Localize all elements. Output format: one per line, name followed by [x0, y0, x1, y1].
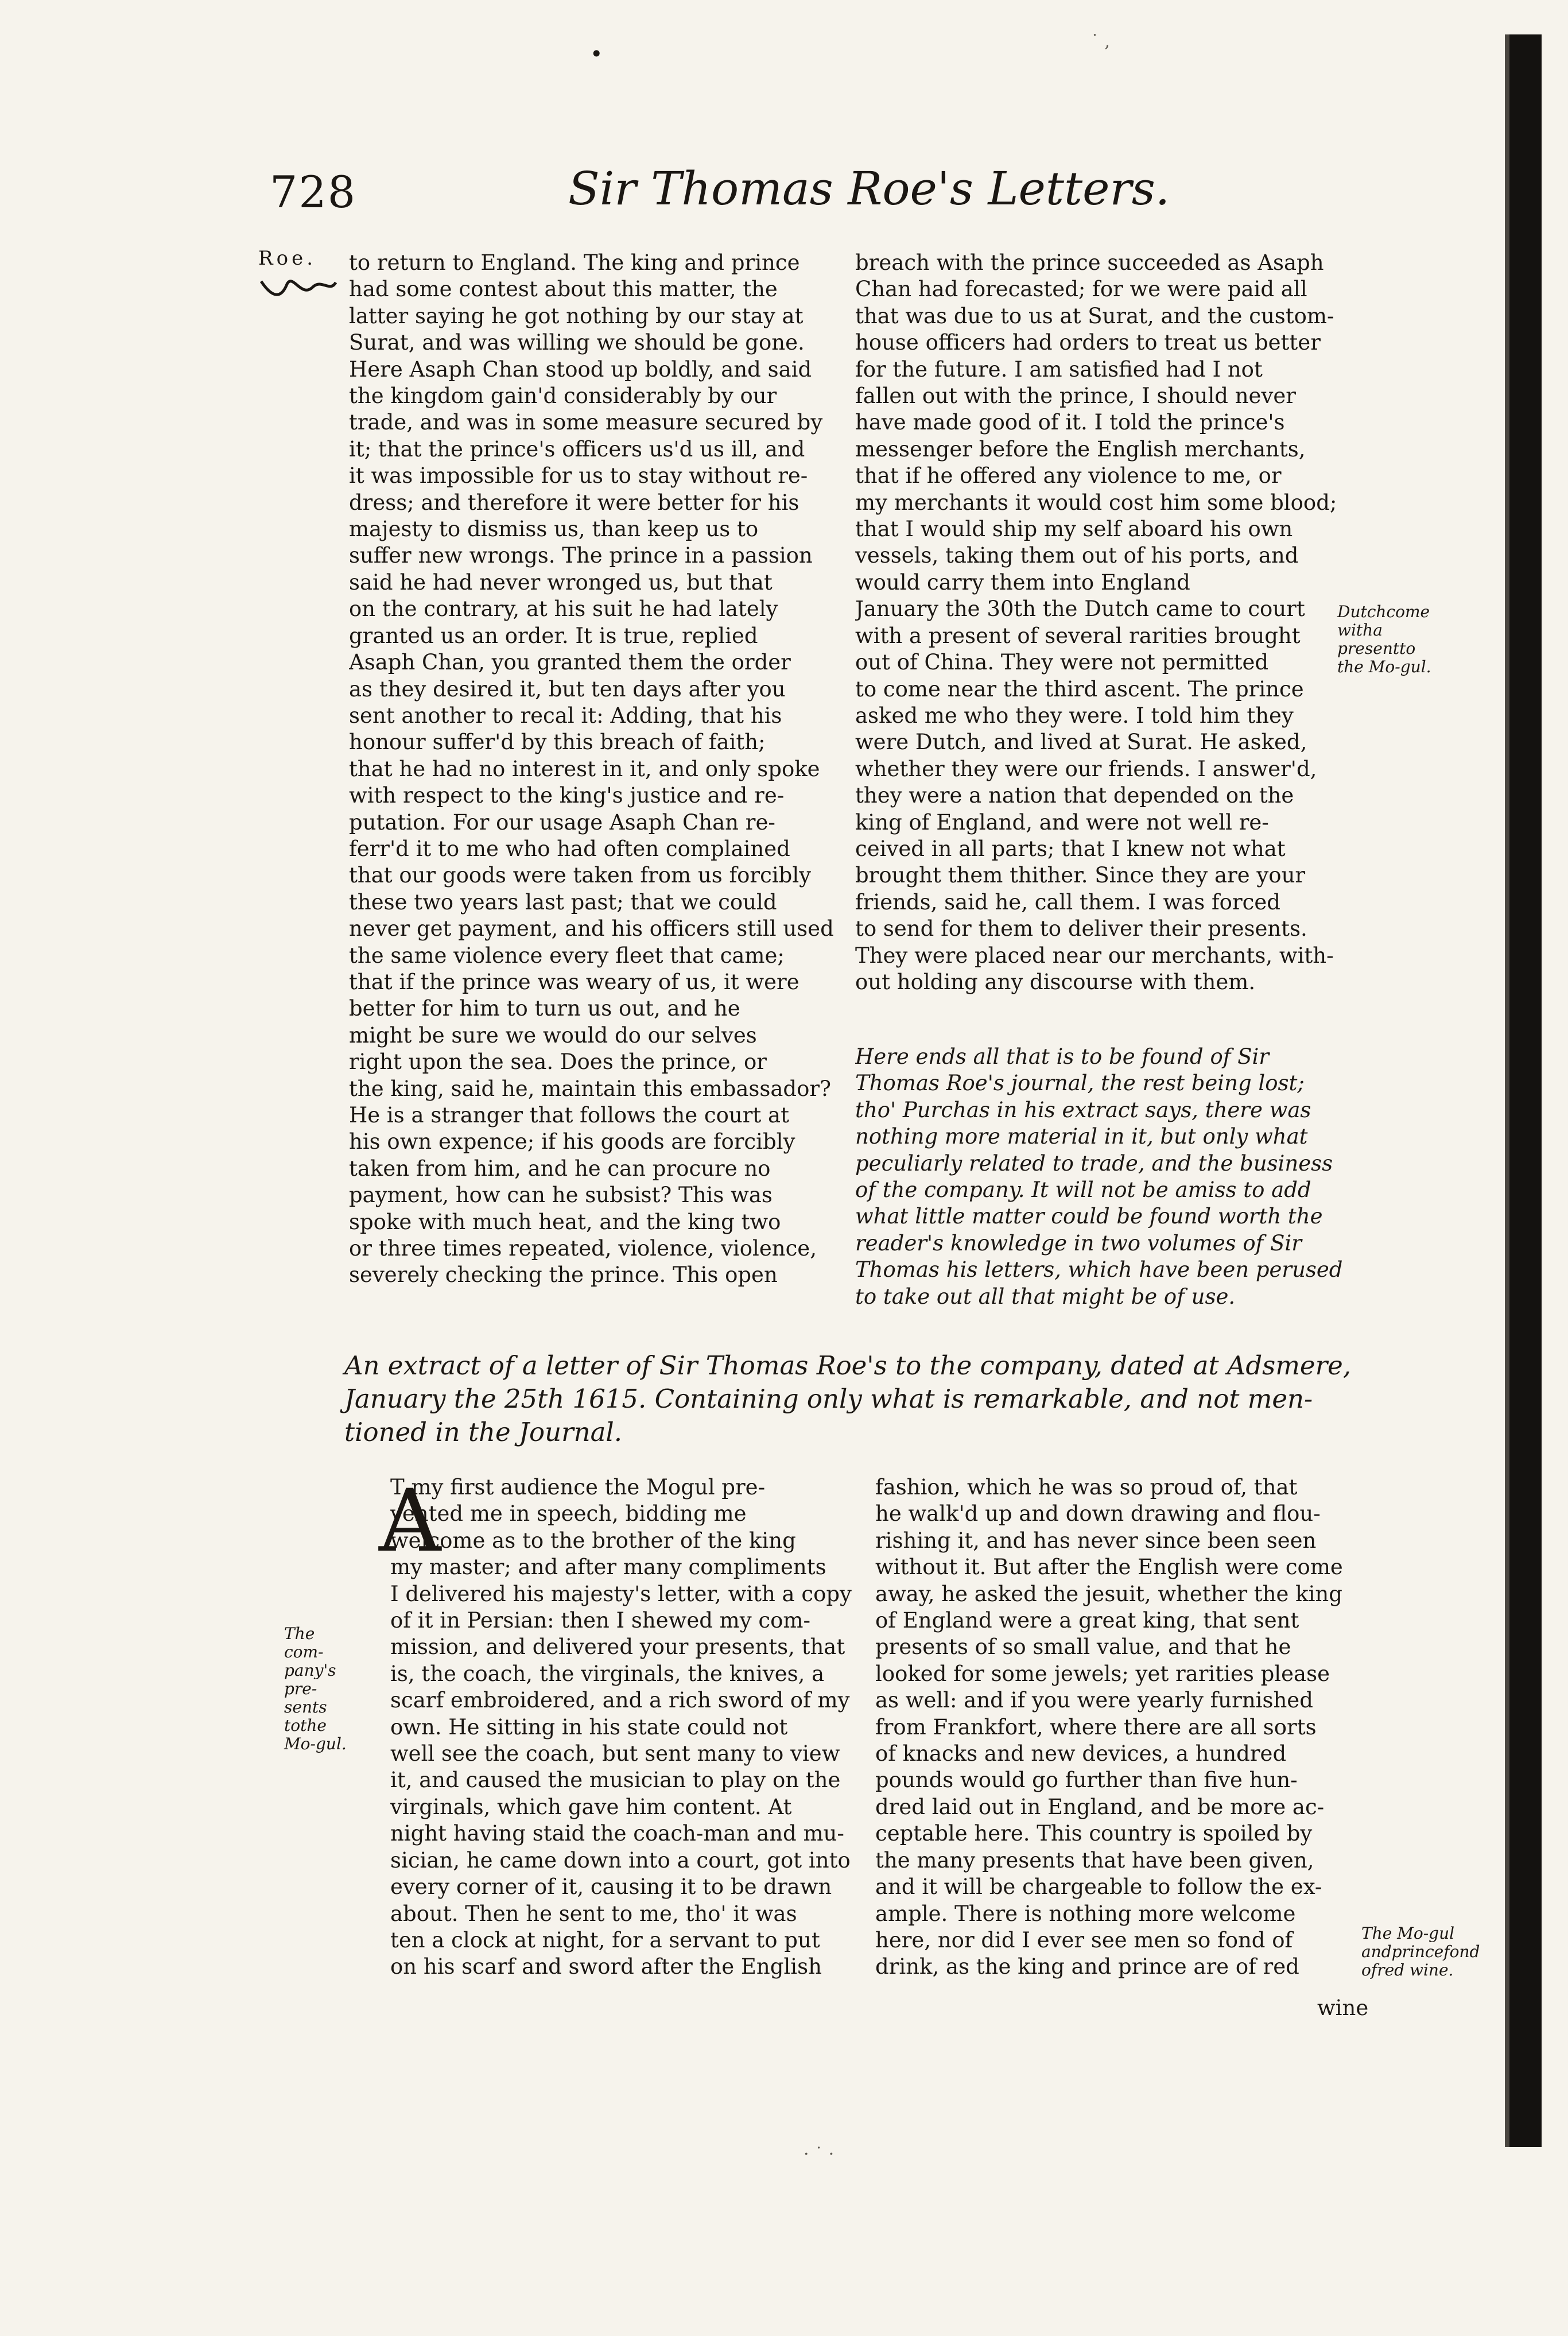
side-note-line: fond of: [1361, 1942, 1480, 1979]
text-line: Chan had forecasted; for we were paid all: [855, 277, 1307, 302]
closing-line: nothing more material in it, but only what: [855, 1124, 1308, 1149]
text-line: taken from him, and he can procure no: [349, 1156, 771, 1181]
text-line: away, he asked the jesuit, whether the king: [875, 1581, 1342, 1606]
text-line: vented me in speech, bidding me: [390, 1501, 747, 1527]
text-line: welcome as to the brother of the king: [390, 1528, 796, 1553]
closing-line: what little matter could be found worth the: [855, 1204, 1323, 1229]
text-line: to come near the third ascent. The prince: [855, 676, 1304, 702]
text-line: about. Then he sent to me, tho' it was: [390, 1901, 797, 1926]
text-line: it, and caused the musician to play on the: [390, 1768, 841, 1793]
text-line: trade, and was in some measure secured by: [349, 410, 823, 435]
text-line: ample. There is nothing more welcome: [875, 1901, 1296, 1926]
text-line: suffer new wrongs. The prince in a passion: [349, 543, 813, 568]
text-line: Surat, and was willing we should be gone.: [349, 330, 805, 355]
side-note-line: The Mo-: [1361, 1924, 1429, 1943]
letter-right-column: [875, 1474, 1369, 1981]
text-line: sent another to recal it: Adding, that his: [349, 703, 782, 728]
text-line: of England were a great king, that sent: [875, 1608, 1299, 1633]
text-line: as well: and if you were yearly furnished: [875, 1688, 1313, 1713]
closing-line: to take out all that might be of use.: [855, 1284, 1236, 1309]
text-line: it was impossible for us to stay without re-: [349, 463, 808, 489]
side-note-line: gul and: [1361, 1924, 1455, 1961]
text-line: that if he offered any violence to me, or: [855, 463, 1282, 489]
text-line: I delivered his majesty's letter, with a copy: [390, 1581, 852, 1606]
text-line: without it. But after the English were come: [875, 1555, 1343, 1580]
side-note-line: come with: [1337, 602, 1430, 640]
closing-line: tho' Purchas in his extract says, there was: [855, 1097, 1311, 1122]
side-note-line: prince: [1391, 1942, 1444, 1961]
text-line: as they desired it, but ten days after you: [349, 676, 786, 702]
text-line: out of China. They were not permitted: [855, 650, 1269, 675]
side-note-line: red wine.: [1377, 1961, 1454, 1979]
text-line: virginals, which gave him content. At: [390, 1794, 792, 1819]
text-line: right upon the sea. Does the prince, or: [349, 1049, 767, 1075]
binding-edge: [1505, 34, 1542, 2147]
text-line: my merchants it would cost him some blood;: [855, 490, 1337, 515]
side-note-line: pany's pre-: [284, 1661, 336, 1698]
text-line: night having staid the coach-man and mu-: [390, 1821, 844, 1846]
closing-line: peculiarly related to trade, and the business: [855, 1150, 1333, 1176]
side-note-line: gul.: [316, 1734, 347, 1753]
text-line: never get payment, and his officers still used: [349, 916, 834, 942]
text-line: messenger before the English merchants,: [855, 436, 1306, 462]
letter-left-column: [390, 1474, 861, 1981]
text-line: of knacks and new devices, a hundred: [875, 1741, 1287, 1766]
side-note-line: to the Mo-: [1337, 639, 1416, 676]
text-line: fashion, which he was so proud of, that: [875, 1475, 1298, 1500]
drop-cap: A: [379, 1471, 441, 1571]
text-line: with a present of several rarities brought: [855, 623, 1301, 648]
ink-speck: · ˙ ·: [804, 2144, 835, 2164]
text-line: Asaph Chan, you granted them the order: [349, 650, 791, 675]
text-line: asked me who they were. I told him they: [855, 703, 1294, 728]
text-line: have made good of it. I told the prince's: [855, 410, 1285, 435]
heading-line: tioned in the Journal.: [344, 1417, 623, 1447]
text-line: to send for them to deliver their presents.: [855, 916, 1307, 942]
margin-catchword: Roe.: [258, 247, 316, 270]
text-line: out holding any discourse with them.: [855, 969, 1256, 994]
side-note-line: The com-: [284, 1624, 324, 1661]
text-line: with respect to the king's justice and re-: [349, 783, 785, 808]
text-line: for the future. I am satisfied had I not: [855, 357, 1263, 382]
text-line: putation. For our usage Asaph Chan re-: [349, 809, 775, 835]
text-line: or three times repeated, violence, violence,: [349, 1236, 817, 1261]
text-line: breach with the prince succeeded as Asaph: [855, 250, 1324, 275]
text-line: the many presents that have been given,: [875, 1847, 1314, 1873]
running-head-name: Sir Thomas Roe's: [568, 162, 973, 215]
text-line: my master; and after many compliments: [390, 1555, 826, 1580]
side-note-line: a present: [1337, 621, 1400, 658]
text-line: that I would ship my self aboard his own: [855, 517, 1293, 542]
heading-line: An extract of a letter of Sir Thomas Roe's to the company, dated at Adsmere,: [344, 1350, 1352, 1381]
text-line: Here Asaph Chan stood up boldly, and said: [349, 357, 812, 382]
text-line: and it will be chargeable to follow the ex-: [875, 1874, 1322, 1900]
text-line: spoke with much heat, and the king two: [349, 1209, 781, 1234]
side-note-mogul: [1361, 1924, 1480, 1979]
text-line: his own expence; if his goods are forcibly: [349, 1129, 795, 1155]
text-line: he walk'd up and down drawing and flou-: [875, 1501, 1321, 1527]
text-line: whether they were our friends. I answer'd,: [855, 756, 1317, 781]
text-line: said he had never wronged us, but that: [349, 570, 773, 595]
text-line: had some contest about this matter, the: [349, 277, 778, 302]
text-line: latter saying he got nothing by our stay at: [349, 303, 804, 328]
text-line: that he had no interest in it, and only spoke: [349, 756, 820, 781]
text-line: the kingdom gain'd considerably by our: [349, 383, 777, 409]
text-line: own. He sitting in his state could not: [390, 1714, 788, 1740]
text-line: dred laid out in England, and be more ac-: [875, 1794, 1325, 1819]
text-line: vessels, taking them out of his ports, and: [855, 543, 1299, 568]
text-line: the king, said he, maintain this embassador?: [349, 1076, 831, 1101]
closing-note: [855, 1044, 1349, 1310]
text-line: dress; and therefore it were better for his: [349, 490, 799, 515]
text-line: on his scarf and sword after the English: [390, 1954, 822, 1979]
text-line: scarf embroidered, and a rich sword of my: [390, 1688, 850, 1713]
text-line: friends, said he, call them. I was forced: [855, 889, 1280, 915]
text-line: that our goods were taken from us forcibly: [349, 863, 812, 888]
text-line: better for him to turn us out, and he: [349, 996, 740, 1021]
text-line: that if the prince was weary of us, it were: [349, 969, 799, 994]
text-line: well see the coach, but sent many to view: [390, 1741, 840, 1766]
page-number: 728: [270, 166, 357, 218]
text-line: they were a nation that depended on the: [855, 783, 1294, 808]
text-line: were Dutch, and lived at Surat. He asked,: [855, 730, 1307, 755]
ornament-mark: •: [590, 41, 603, 67]
text-line: here, nor did I ever see men so fond of: [875, 1927, 1293, 1953]
closing-line: reader's knowledge in two volumes of Sir: [855, 1230, 1302, 1256]
text-line: the same violence every fleet that came;: [349, 943, 785, 968]
text-line: sician, he came down into a court, got into: [390, 1847, 851, 1873]
text-line: majesty to dismiss us, than keep us to: [349, 517, 759, 542]
text-line: is, the coach, the virginals, the knives, a: [390, 1661, 825, 1686]
side-note-line: sents to: [284, 1698, 327, 1735]
text-line: granted us an order. It is true, replied: [349, 623, 758, 648]
side-note-company: [284, 1625, 353, 1753]
text-line: severely checking the prince. This open: [349, 1262, 778, 1288]
text-line: ferr'd it to me who had often complained: [349, 836, 790, 861]
text-line: these two years last past; that we could: [349, 889, 777, 915]
heading-line: January the 25th 1615. Containing only what is remarkable, and not men-: [344, 1384, 1313, 1414]
catchword: wine: [1317, 1996, 1369, 2020]
text-line: honour suffer'd by this breach of faith;: [349, 730, 766, 755]
text-line: would carry them into England: [855, 570, 1190, 595]
text-line: T my first audience the Mogul pre-: [390, 1475, 766, 1500]
running-head: [568, 162, 1170, 215]
text-line: They were placed near our merchants, with-: [855, 943, 1334, 968]
text-line: He is a stranger that follows the court at: [349, 1103, 789, 1128]
text-line: of it in Persian: then I shewed my com-: [390, 1608, 810, 1633]
extract-heading: [344, 1349, 1354, 1449]
text-line: pounds would go further than five hun-: [875, 1768, 1298, 1793]
right-column: [855, 250, 1349, 995]
text-line: looked for some jewels; yet rarities please: [875, 1661, 1330, 1686]
text-line: brought them thither. Since they are your: [855, 863, 1306, 888]
text-line: ceived in all parts; that I knew not what: [855, 836, 1286, 861]
text-line: every corner of it, causing it to be drawn: [390, 1874, 832, 1900]
text-line: ten a clock at night, for a servant to put: [390, 1927, 820, 1953]
text-line: that was due to us at Surat, and the custom-: [855, 303, 1334, 328]
side-note-line: Dutch: [1337, 602, 1387, 621]
side-note-line: gul.: [1400, 657, 1431, 676]
text-line: fallen out with the prince, I should never: [855, 383, 1296, 409]
text-line: might be sure we would do our selves: [349, 1022, 757, 1048]
running-head-rest: Letters.: [988, 162, 1170, 215]
closing-line: Thomas Roe's journal, the rest being lost;: [855, 1071, 1305, 1096]
text-line: presents of so small value, and that he: [875, 1634, 1291, 1660]
text-line: drink, as the king and prince are of red: [875, 1954, 1299, 1979]
left-column: [349, 250, 843, 1289]
closing-line: of the company. It will not be amiss to add: [855, 1177, 1311, 1203]
text-line: to return to England. The king and prince: [349, 250, 800, 275]
text-line: on the contrary, at his suit he had lately: [349, 596, 778, 622]
text-line: payment, how can he subsist? This was: [349, 1183, 773, 1208]
closing-line: Here ends all that is to be found of Sir: [855, 1044, 1270, 1069]
text-line: January the 30th the Dutch came to court: [855, 596, 1305, 622]
text-line: ceptable here. This country is spoiled by: [875, 1821, 1313, 1846]
text-line: king of England, and were not well re-: [855, 809, 1269, 835]
closing-line: Thomas his letters, which have been perused: [855, 1257, 1343, 1283]
text-line: mission, and delivered your presents, that: [390, 1634, 845, 1660]
swash-ornament-icon: [258, 276, 339, 299]
text-line: from Frankfort, where there are all sorts: [875, 1714, 1317, 1740]
side-note-dutch: [1337, 603, 1435, 676]
side-note-line: the Mo-: [284, 1716, 327, 1753]
text-line: rishing it, and has never since been seen: [875, 1528, 1317, 1553]
ink-speck: ˙ ,: [1090, 32, 1111, 52]
text-line: house officers had orders to treat us better: [855, 330, 1321, 355]
text-line: it; that the prince's officers us'd us ill, and: [349, 436, 805, 462]
